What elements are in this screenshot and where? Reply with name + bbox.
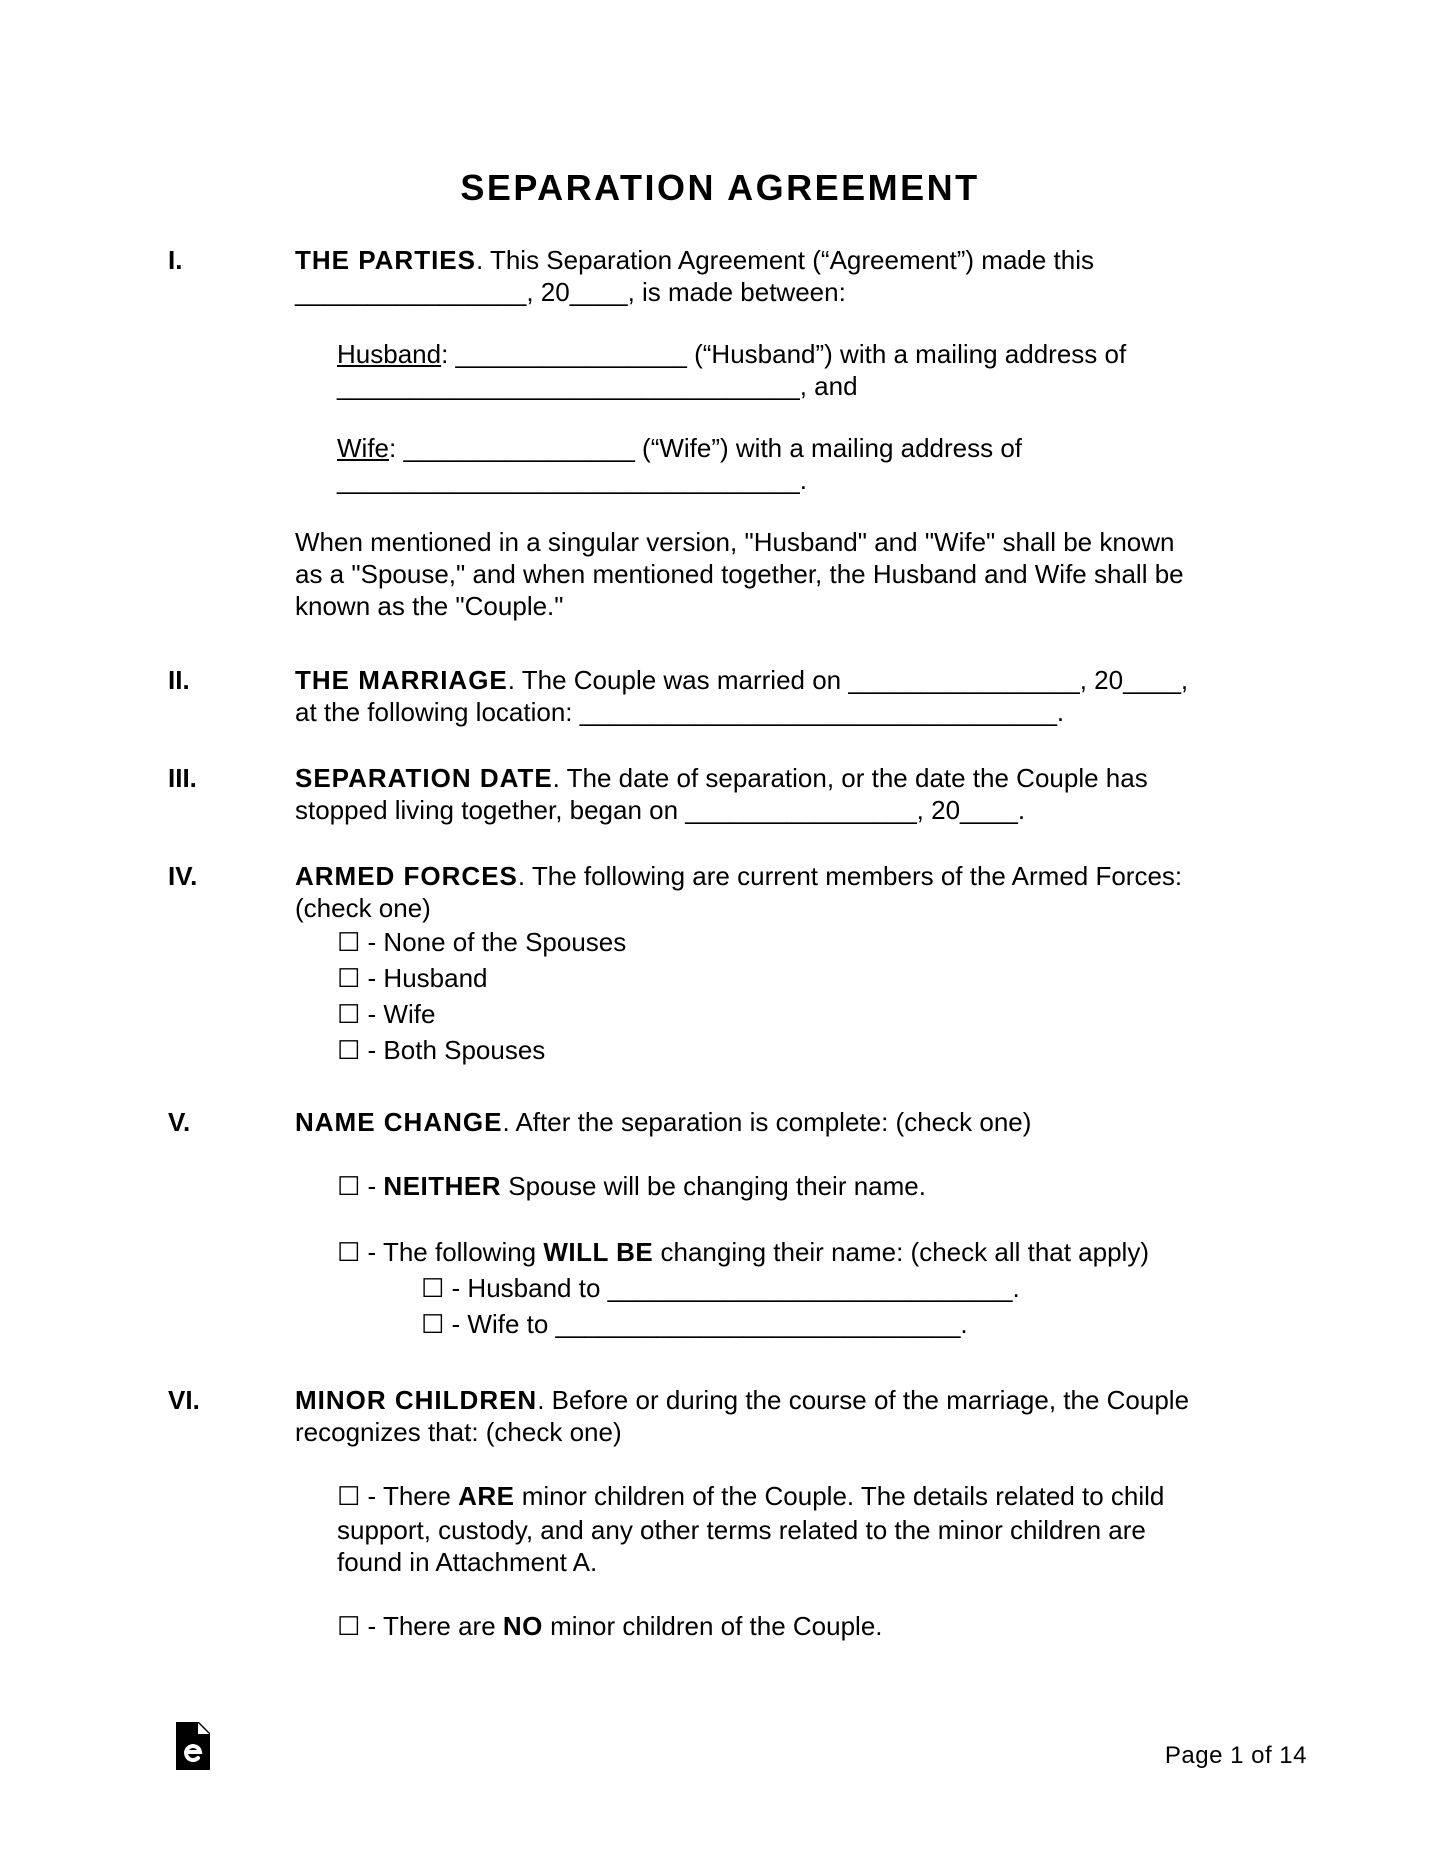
section-number: III.: [168, 763, 197, 793]
section-body: ARMED FORCES. The following are current members of the Armed Forces: (check one) ☐ - None of the Spouses ☐ - Husband ☐ - Wife ☐ - Both Spouses: [295, 860, 1275, 1068]
document-title: SEPARATION AGREEMENT: [460, 167, 980, 208]
checkbox-both-spouses[interactable]: ☐ - Both Spouses: [337, 1035, 546, 1065]
wife-address-line: ________________________________.: [337, 465, 807, 495]
section-body: THE PARTIES. This Separation Agreement (“Agreement”) made this ________________, 20____, is made between: Husband: ________________ (“Husband”) with a mailing address of ________________________________, and Wife: ________________ (“Wife”) with a mailing address of ________________________________. When mentioned in a singular version, "Husband" and "Wife" shall be known as a "Spouse," and when mentioned together, the Husband and Wife shall be known as the "Couple.": [295, 244, 1275, 622]
husband-address-line: ________________________________, and: [337, 371, 858, 401]
section-number: VI.: [168, 1385, 200, 1415]
wife-name-line: : ________________ (“Wife”) with a mailing address of: [389, 433, 1023, 463]
checkbox-no-minor-children[interactable]: ☐ - There are NO minor children of the Couple.: [337, 1611, 883, 1641]
checkbox-wife-name-change[interactable]: ☐ - Wife to ____________________________.: [421, 1309, 968, 1339]
section-body: NAME CHANGE. After the separation is complete: (check one) ☐ - NEITHER Spouse will be changing their name. ☐ - The following WILL BE changing their name: (check all that apply) ☐ - Husband to ____________________________. ☐ - Wife to ____________________________.: [295, 1106, 1275, 1342]
husband-label: Husband: [337, 339, 442, 369]
page-number: Page 1 of 14: [1164, 1742, 1307, 1769]
checkbox-husband[interactable]: ☐ - Husband: [337, 963, 488, 993]
section-number: V.: [168, 1107, 191, 1137]
husband-name-line: : ________________ (“Husband”) with a mailing address of: [441, 339, 1127, 369]
checkbox-are-minor-children[interactable]: ☐ - There ARE minor children of the Couple. The details related to child: [337, 1481, 1165, 1511]
section-heading: NAME CHANGE: [295, 1107, 503, 1137]
section-body: THE MARRIAGE. The Couple was married on ________________, 20____, at the following location: _________________________________.: [295, 664, 1275, 728]
section-heading: MINOR CHILDREN: [295, 1385, 538, 1415]
marriage-location-line: at the following location: _________________________________.: [295, 697, 1065, 727]
section-body: MINOR CHILDREN. Before or during the course of the marriage, the Couple recognizes that: (check one) ☐ - There ARE minor children of the Couple. The details related to child support, custody, and any other terms related to the minor children are found in Attachment A. ☐ - There are NO minor children of the Couple.: [295, 1384, 1275, 1644]
section-number: I.: [168, 245, 183, 275]
checkbox-neither-spouse[interactable]: ☐ - NEITHER Spouse will be changing their name.: [337, 1171, 926, 1201]
definition-text: When mentioned in a singular version, "Husband" and "Wife" shall be known: [295, 527, 1175, 557]
checkbox-husband-name-change[interactable]: ☐ - Husband to ____________________________.: [421, 1273, 1020, 1303]
checkbox-wife[interactable]: ☐ - Wife: [337, 999, 436, 1029]
section-heading: SEPARATION DATE: [295, 763, 553, 793]
eforms-logo-icon: [176, 1722, 210, 1770]
section-number: II.: [168, 665, 190, 695]
checkbox-none-of-spouses[interactable]: ☐ - None of the Spouses: [337, 927, 627, 957]
section-body: SEPARATION DATE. The date of separation, or the date the Couple has stopped living together, began on ________________, 20____.: [295, 762, 1275, 826]
agreement-date-line: ________________, 20____, is made between:: [295, 277, 846, 307]
section-heading: ARMED FORCES: [295, 861, 518, 891]
section-number: IV.: [168, 861, 198, 891]
section-heading: THE MARRIAGE: [295, 665, 508, 695]
section-heading: THE PARTIES: [295, 245, 476, 275]
checkbox-will-be-changing[interactable]: ☐ - The following WILL BE changing their name: (check all that apply): [337, 1237, 1149, 1267]
wife-label: Wife: [337, 433, 389, 463]
separation-date-line: stopped living together, began on ________________, 20____.: [295, 795, 1026, 825]
